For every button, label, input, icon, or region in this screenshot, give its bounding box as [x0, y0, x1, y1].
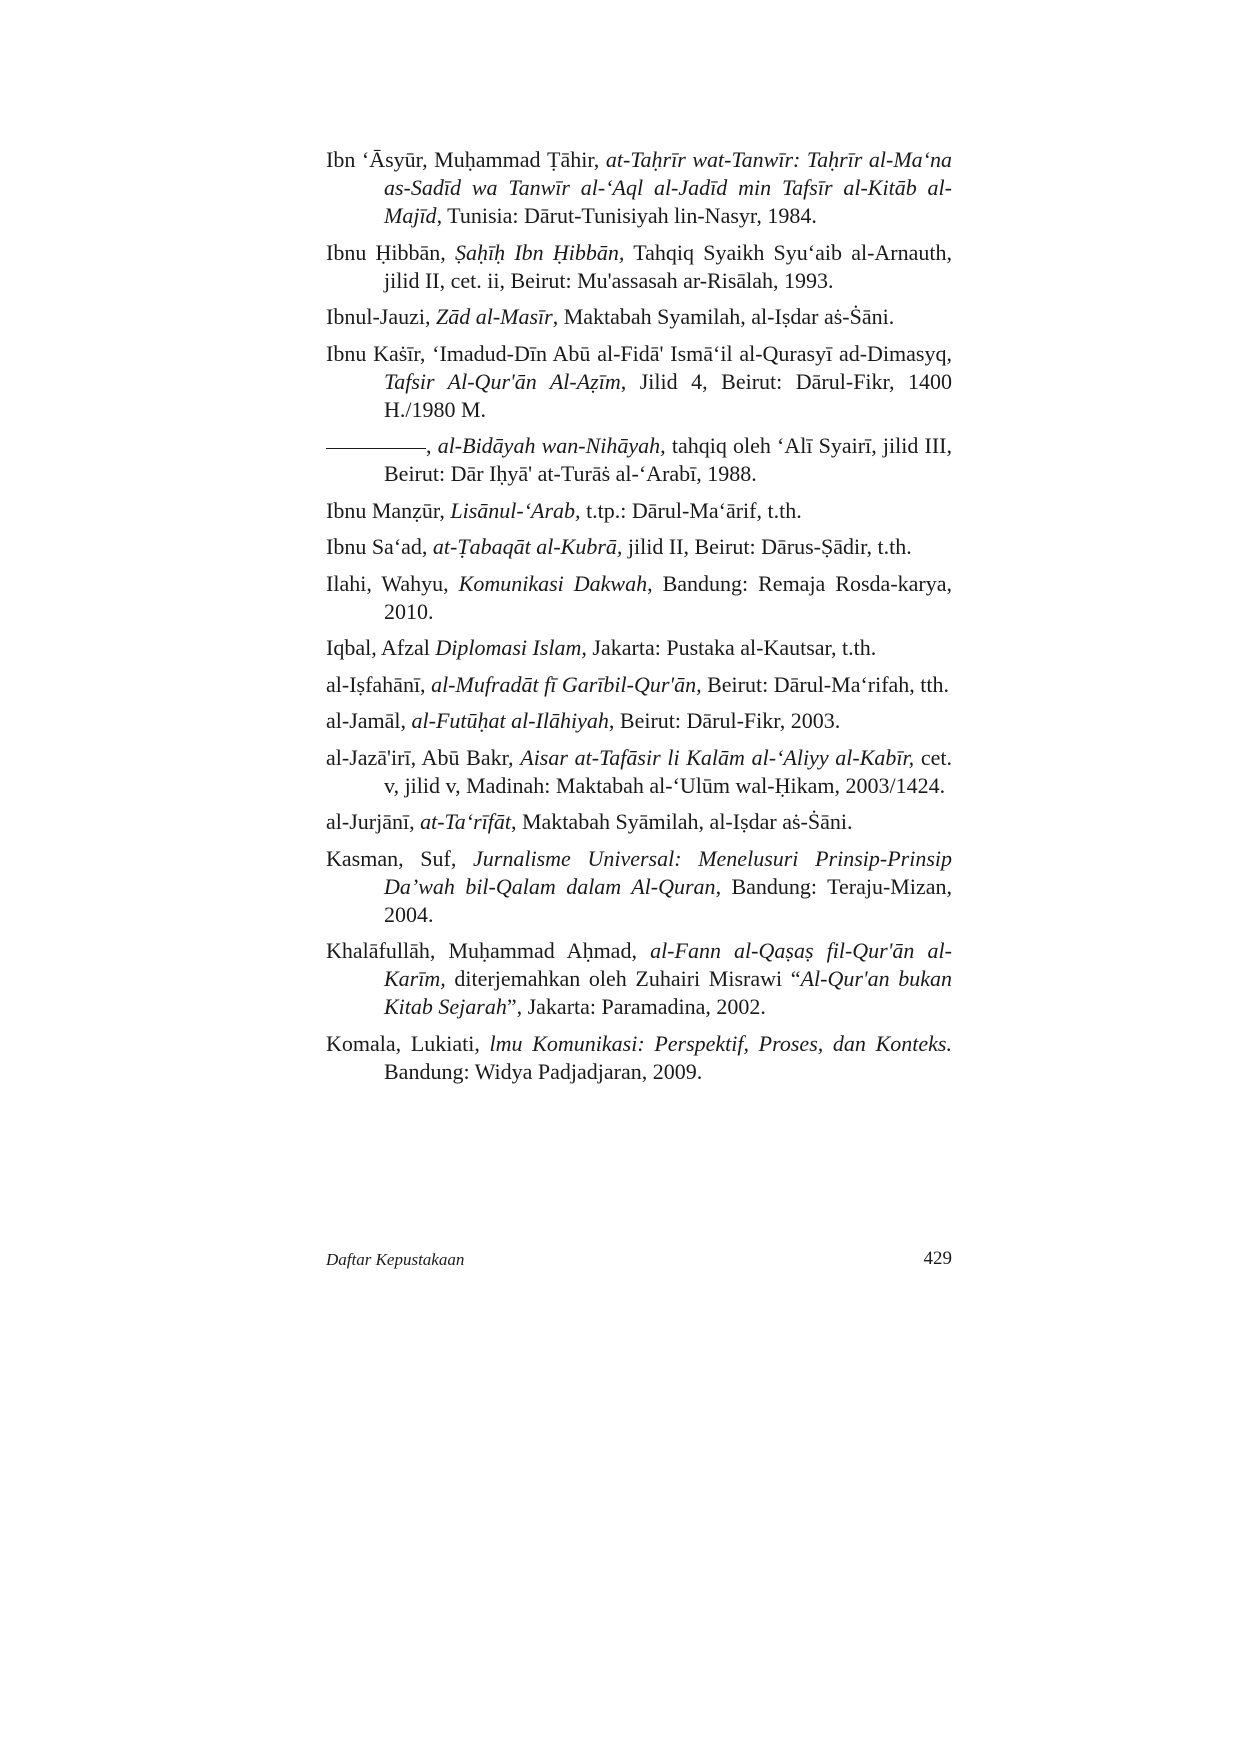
entry-text: Iqbal, Afzal [326, 635, 436, 660]
entry-title-text: at-Ta‘rīfāt [420, 809, 511, 834]
entry-text: Beirut: Dārul-Ma‘rifah, tth. [701, 671, 950, 697]
bibliography-list [326, 146, 952, 1094]
entry-text: Kasman, Suf, [326, 845, 474, 871]
entry-text: , Tunisia: Dārut-Tunisiyah lin-Nasyr, 1984. [436, 203, 817, 228]
entry-text: jilid II, Beirut: Dārus-Ṣādir, t.th. [622, 534, 912, 559]
entry-title-text: al-Bidāyah wan-Nihāyah, [437, 433, 666, 458]
entry-text: al-Jurjānī, [326, 809, 421, 834]
entry-title-text: al-Mufradāt fī Garībil-Qur'ān, [431, 671, 702, 697]
entry-text: tahqiq oleh ‘Alī Syairī, jilid III, Beirut: Dār Iḥyā' at-Turāṡ al-‘Arabī, 1988. [384, 433, 952, 486]
repeat-author-dash [326, 448, 426, 449]
bibliography-entry [326, 432, 952, 488]
entry-title-text: al-Fann al-Qaṣaṣ fil-Qur'ān al-Karīm, [384, 938, 952, 991]
entry-title-text: Ṣaḥīḥ Ibn Ḥibbān, [455, 239, 625, 265]
entry-text: Ibnu Sa‘ad, [326, 534, 433, 559]
entry-text: , Bandung: Remaja Rosda-karya, 2010. [384, 570, 952, 624]
entry-text: al-Jazā'irī, Abū Bakr, [326, 744, 521, 770]
entry-title-text: al-Futūḥat al-Ilāhiyah [411, 708, 609, 733]
entry-title-text: Al-Qur'an bukan Kitab Sejarah [384, 966, 953, 1019]
bibliography-entry [326, 146, 952, 230]
entry-title-text: Diplomasi Islam [435, 635, 582, 660]
entry-text: t.tp.: Dārul-Ma‘ārif, t.th. [580, 497, 802, 523]
entry-text: ”, Jakarta: Paramadina, 2002. [506, 994, 766, 1019]
bibliography-entry [326, 533, 952, 561]
bibliography-entry [326, 808, 952, 836]
entry-title-text: Jurnalisme Universal: Menelusuri Prinsip-Prinsip Da’wah bil-Qalam dalam Al-Quran [384, 845, 952, 899]
running-footer-title: Daftar Kepustakaan [326, 1250, 465, 1269]
entry-text: al-Jamāl, [326, 708, 412, 733]
entry-title-text: lmu Komunikasi: Perspektif, Proses, dan Konteks. [489, 1030, 952, 1056]
entry-text: Ibnu Manẓūr, [326, 497, 451, 523]
entry-title-text: Lisānul-‘Arab, [450, 497, 581, 523]
entry-text: , [426, 433, 438, 458]
entry-title-text: at-Taḥrīr wat-Tanwīr: Taḥrīr al-Ma‘na as-Sadīd wa Tanwīr al-‘Aql al-Jadīd min Tafsīr al-Kitāb al-Majīd [384, 147, 952, 228]
entry-text: , Beirut: Dārul-Fikr, 2003. [608, 708, 841, 733]
entry-text: cet. v, jilid v, Madinah: Maktabah al-‘Ulūm wal-Ḥikam, 2003/1424. [384, 744, 952, 798]
entry-text: , Jilid 4, Beirut: Dārul-Fikr, 1400 H./1980 M. [384, 368, 952, 422]
page-number: 429 [923, 1248, 952, 1269]
bibliography-entry [326, 671, 952, 699]
entry-text: diterjemahkan oleh Zuhairi Misrawi “ [445, 966, 801, 991]
bibliography-entry [326, 340, 952, 424]
entry-text: Ilahi, Wahyu, [326, 570, 459, 596]
bibliography-entry [326, 845, 952, 929]
entry-text: al-Iṣfahānī, [326, 671, 432, 697]
entry-title-text: at-Ṭabaqāt al-Kubrā, [432, 534, 623, 559]
entry-text: , Bandung: Teraju-Mizan, 2004. [384, 873, 952, 927]
entry-text: Ibnu Ḥibbān, [326, 239, 456, 265]
entry-text: Tahqiq Syaikh Syu‘aib al-Arnauth, jilid II, cet. ii, Beirut: Mu'assasah ar-Risālah, 1993. [384, 239, 952, 293]
bibliography-entry [326, 1030, 952, 1086]
entry-text: Ibnul-Jauzi, [326, 304, 436, 329]
entry-text: , Maktabah Syamilah, al-Iṣdar aṡ-Ṡāni. [552, 304, 895, 329]
entry-text: Ibn ‘Āsyūr, Muḥammad Ṭāhir, [326, 147, 606, 172]
entry-text: , Maktabah Syāmilah, al-Iṣdar aṡ-Ṡāni. [510, 809, 853, 834]
bibliography-entry [326, 497, 952, 525]
bibliography-entry [326, 303, 952, 331]
entry-title-text: Komunikasi Dakwah [458, 570, 648, 596]
entry-text: Bandung: Widya Padjadjaran, 2009. [384, 1058, 703, 1084]
entry-text: Komala, Lukiati, [326, 1030, 490, 1056]
entry-title-text: Zād al-Masīr [435, 304, 553, 329]
bibliography-entry [326, 239, 952, 295]
entry-text: Khalāfullāh, Muḥammad Aḥmad, [326, 938, 651, 963]
entry-text: , Jakarta: Pustaka al-Kautsar, t.th. [581, 635, 877, 660]
entry-title-text: Tafsir Al-Qur'ān Al-Aẓīm [384, 368, 621, 394]
bibliography-entry [326, 634, 952, 662]
bibliography-entry [326, 570, 952, 626]
bibliography-entry [326, 707, 952, 735]
bibliography-entry [326, 744, 952, 800]
entry-title-text: Aisar at-Tafāsir li Kalām al-‘Aliyy al-Kabīr, [520, 744, 915, 770]
bibliography-entry [326, 937, 952, 1021]
entry-text: Ibnu Kaṡīr, ‘Imadud-Dīn Abū al-Fidā' Ismā‘il al-Qurasyī ad-Dimasyq, [326, 340, 952, 366]
